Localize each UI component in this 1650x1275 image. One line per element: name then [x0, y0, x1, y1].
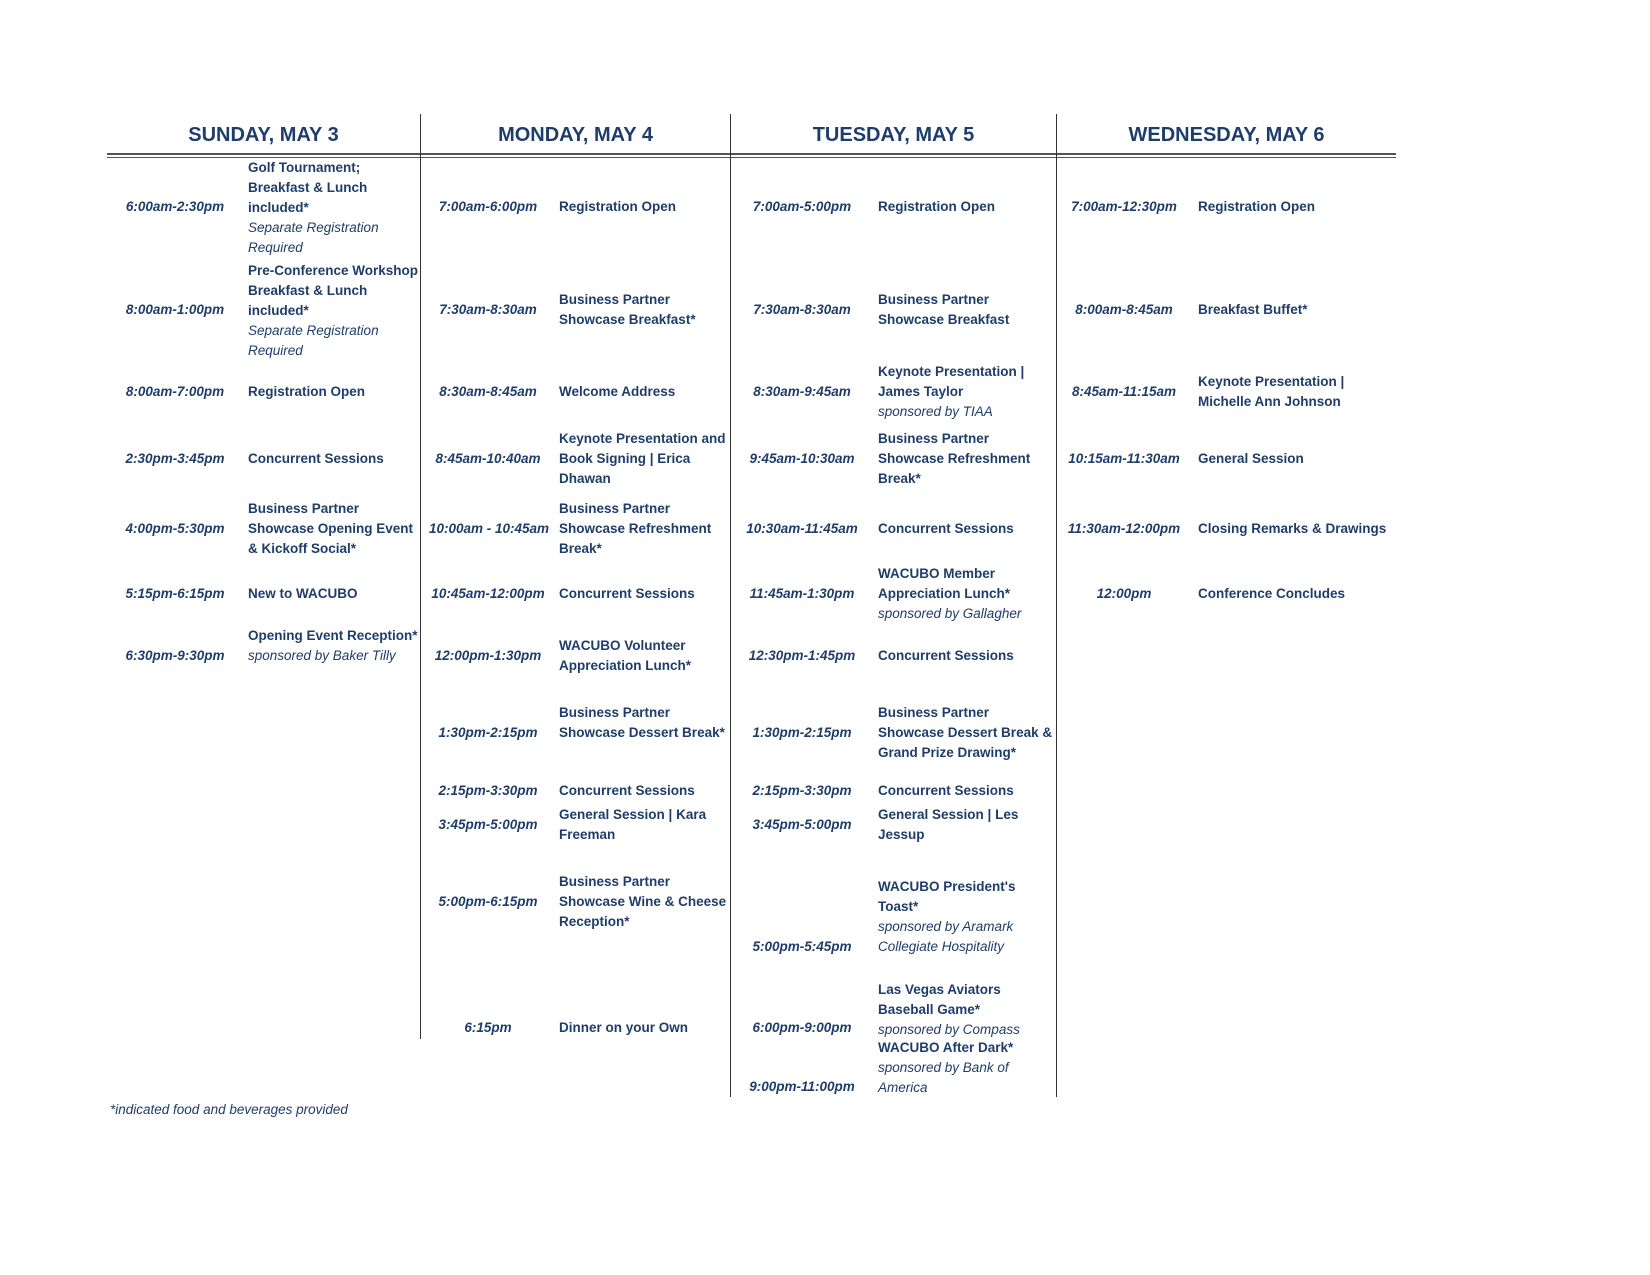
event — [1198, 519, 1398, 539]
event-time: 10:30am-11:45am — [746, 521, 858, 536]
event-name: Las Vegas Aviators Baseball Game* — [878, 982, 1001, 1017]
event-name: Concurrent Sessions — [878, 521, 1014, 536]
event — [878, 980, 1050, 1040]
footnote: *indicated food and beverages provided — [110, 1102, 348, 1117]
event — [878, 646, 1050, 666]
event — [1198, 300, 1393, 320]
column-divider — [1056, 114, 1057, 1097]
event — [1198, 584, 1393, 604]
event — [559, 872, 731, 932]
day-header-sunday: SUNDAY, MAY 3 — [188, 124, 339, 146]
event-time: 8:00am-8:45am — [1075, 302, 1173, 317]
event-name: Registration Open — [1198, 199, 1316, 214]
event-time: 10:00am - 10:45am — [428, 521, 550, 536]
event-name: New to WACUBO — [248, 586, 358, 601]
event-name: Breakfast Buffet* — [1198, 302, 1308, 317]
event-time: 6:15pm — [464, 1020, 512, 1035]
column-divider — [730, 114, 731, 1097]
event-time: 7:30am-8:30am — [439, 302, 537, 317]
event-note: sponsored by Bank of America — [878, 1060, 1009, 1095]
event-note: sponsored by Aramark Collegiate Hospitality — [878, 919, 1014, 954]
event — [248, 626, 420, 666]
event-name: Dinner on your Own — [559, 1020, 689, 1035]
event-name: Business Partner Showcase Dessert Break* — [559, 705, 725, 740]
event-time: 7:30am-8:30am — [753, 302, 851, 317]
event-time: 8:30am-9:45am — [753, 384, 851, 399]
event-name: WACUBO Volunteer Appreciation Lunch* — [559, 638, 692, 673]
event — [248, 499, 420, 559]
event-note: sponsored by Gallagher — [878, 606, 1022, 621]
event — [248, 158, 420, 258]
event — [878, 805, 1050, 845]
event-time: 3:45pm-5:00pm — [438, 817, 538, 832]
event — [559, 805, 731, 845]
header-rule — [107, 153, 1396, 155]
event-name: Keynote Presentation | Michelle Ann Johnson — [1198, 374, 1345, 409]
event-time: 8:45am-11:15am — [1071, 384, 1177, 399]
event-time: 1:30pm-2:15pm — [438, 725, 538, 740]
event-note: Separate Registration Required — [248, 323, 379, 358]
event-time: 12:00pm-1:30pm — [434, 648, 542, 663]
event-note: sponsored by Compass — [878, 1022, 1020, 1037]
event-name: Business Partner Showcase Breakfast — [878, 292, 1010, 327]
event-time: 9:00pm-11:00pm — [749, 1079, 855, 1094]
day-header-monday: MONDAY, MAY 4 — [498, 124, 653, 146]
event-time: 7:00am-5:00pm — [752, 199, 852, 214]
event-note: sponsored by Baker Tilly — [248, 648, 396, 663]
event-name: Business Partner Showcase Opening Event & Kickoff Social* — [248, 501, 414, 556]
event — [248, 261, 420, 361]
event-time: 10:15am-11:30am — [1068, 451, 1180, 466]
event-name: Closing Remarks & Drawings — [1198, 521, 1387, 536]
event-time: 12:00pm — [1096, 586, 1152, 601]
event-name: Golf Tournament; Breakfast & Lunch included* — [248, 160, 368, 215]
event — [1198, 372, 1368, 412]
column-divider — [420, 114, 421, 1039]
event-name: Keynote Presentation | James Taylor — [878, 364, 1025, 399]
event-note: sponsored by TIAA — [878, 404, 993, 419]
event-name: Concurrent Sessions — [559, 586, 695, 601]
event-time: 8:00am-7:00pm — [125, 384, 225, 399]
event-name: Opening Event Reception* — [248, 628, 418, 643]
event-name: General Session | Kara Freeman — [559, 807, 707, 842]
event-name: Keynote Presentation and Book Signing | Erica Dhawan — [559, 431, 726, 486]
event-time: 6:00pm-9:00pm — [752, 1020, 852, 1035]
event-time: 5:00pm-5:45pm — [752, 939, 852, 954]
event-time: 7:00am-6:00pm — [438, 199, 538, 214]
event — [248, 584, 420, 604]
event-time: 3:45pm-5:00pm — [752, 817, 852, 832]
event-time: 4:00pm-5:30pm — [125, 521, 225, 536]
event-time: 10:45am-12:00pm — [431, 586, 545, 601]
event-name: Concurrent Sessions — [559, 783, 695, 798]
event-name: General Session — [1198, 451, 1304, 466]
event-name: WACUBO After Dark* — [878, 1040, 1014, 1055]
event-time: 8:45am-10:40am — [435, 451, 541, 466]
day-header-tuesday: TUESDAY, MAY 5 — [812, 124, 975, 146]
event-name: Concurrent Sessions — [878, 648, 1014, 663]
event-name: Pre-Conference Workshop Breakfast & Lunch included* — [248, 263, 419, 318]
event-name: WACUBO Member Appreciation Lunch* — [878, 566, 1011, 601]
event — [559, 781, 731, 801]
event-time: 5:00pm-6:15pm — [438, 894, 538, 909]
event-name: Business Partner Showcase Dessert Break & Grand Prize Drawing* — [878, 705, 1053, 760]
event-time: 11:30am-12:00pm — [1067, 521, 1181, 536]
event-name: Business Partner Showcase Refreshment Break* — [878, 431, 1031, 486]
event-time: 1:30pm-2:15pm — [752, 725, 852, 740]
event-time: 6:30pm-9:30pm — [125, 648, 225, 663]
event-time: 2:15pm-3:30pm — [752, 783, 852, 798]
event-time: 5:15pm-6:15pm — [125, 586, 225, 601]
event-name: Registration Open — [559, 199, 677, 214]
event — [559, 636, 731, 676]
event — [878, 781, 1050, 801]
event-name: Welcome Address — [559, 384, 676, 399]
event-time: 8:30am-8:45am — [439, 384, 537, 399]
event — [559, 499, 731, 559]
event-note: Separate Registration Required — [248, 220, 379, 255]
event — [559, 1018, 731, 1038]
event-time: 2:30pm-3:45pm — [125, 451, 225, 466]
event-time: 7:00am-12:30pm — [1071, 199, 1177, 214]
event-time: 6:00am-2:30pm — [125, 199, 225, 214]
event — [248, 382, 420, 402]
event-time: 9:45am-10:30am — [749, 451, 855, 466]
event — [559, 584, 731, 604]
event — [559, 197, 731, 217]
event — [878, 429, 1050, 489]
event-time: 12:30pm-1:45pm — [748, 648, 856, 663]
event-time: 8:00am-1:00pm — [125, 302, 225, 317]
event-name: Registration Open — [878, 199, 996, 214]
event — [878, 703, 1053, 763]
event — [878, 877, 1050, 957]
event-name: Concurrent Sessions — [248, 451, 384, 466]
event — [559, 429, 731, 489]
event-name: General Session | Les Jessup — [878, 807, 1019, 842]
event — [248, 449, 420, 469]
event-name: Registration Open — [248, 384, 366, 399]
event — [878, 197, 1050, 217]
event-name: WACUBO President's Toast* — [878, 879, 1016, 914]
event — [559, 703, 731, 743]
event — [1198, 197, 1393, 217]
day-header-wednesday: WEDNESDAY, MAY 6 — [1128, 124, 1325, 146]
event — [878, 362, 1050, 422]
event — [878, 564, 1050, 624]
event — [878, 519, 1050, 539]
event-name: Business Partner Showcase Refreshment Break* — [559, 501, 712, 556]
event-name: Concurrent Sessions — [878, 783, 1014, 798]
event-name: Business Partner Showcase Wine & Cheese Reception* — [559, 874, 727, 929]
event-time: 2:15pm-3:30pm — [438, 783, 538, 798]
event-name: Conference Concludes — [1198, 586, 1346, 601]
event-time: 11:45am-1:30pm — [749, 586, 855, 601]
event — [559, 290, 731, 330]
event — [1198, 449, 1393, 469]
event — [878, 1038, 1050, 1098]
event — [559, 382, 731, 402]
event-name: Business Partner Showcase Breakfast* — [559, 292, 696, 327]
event — [878, 290, 1050, 330]
